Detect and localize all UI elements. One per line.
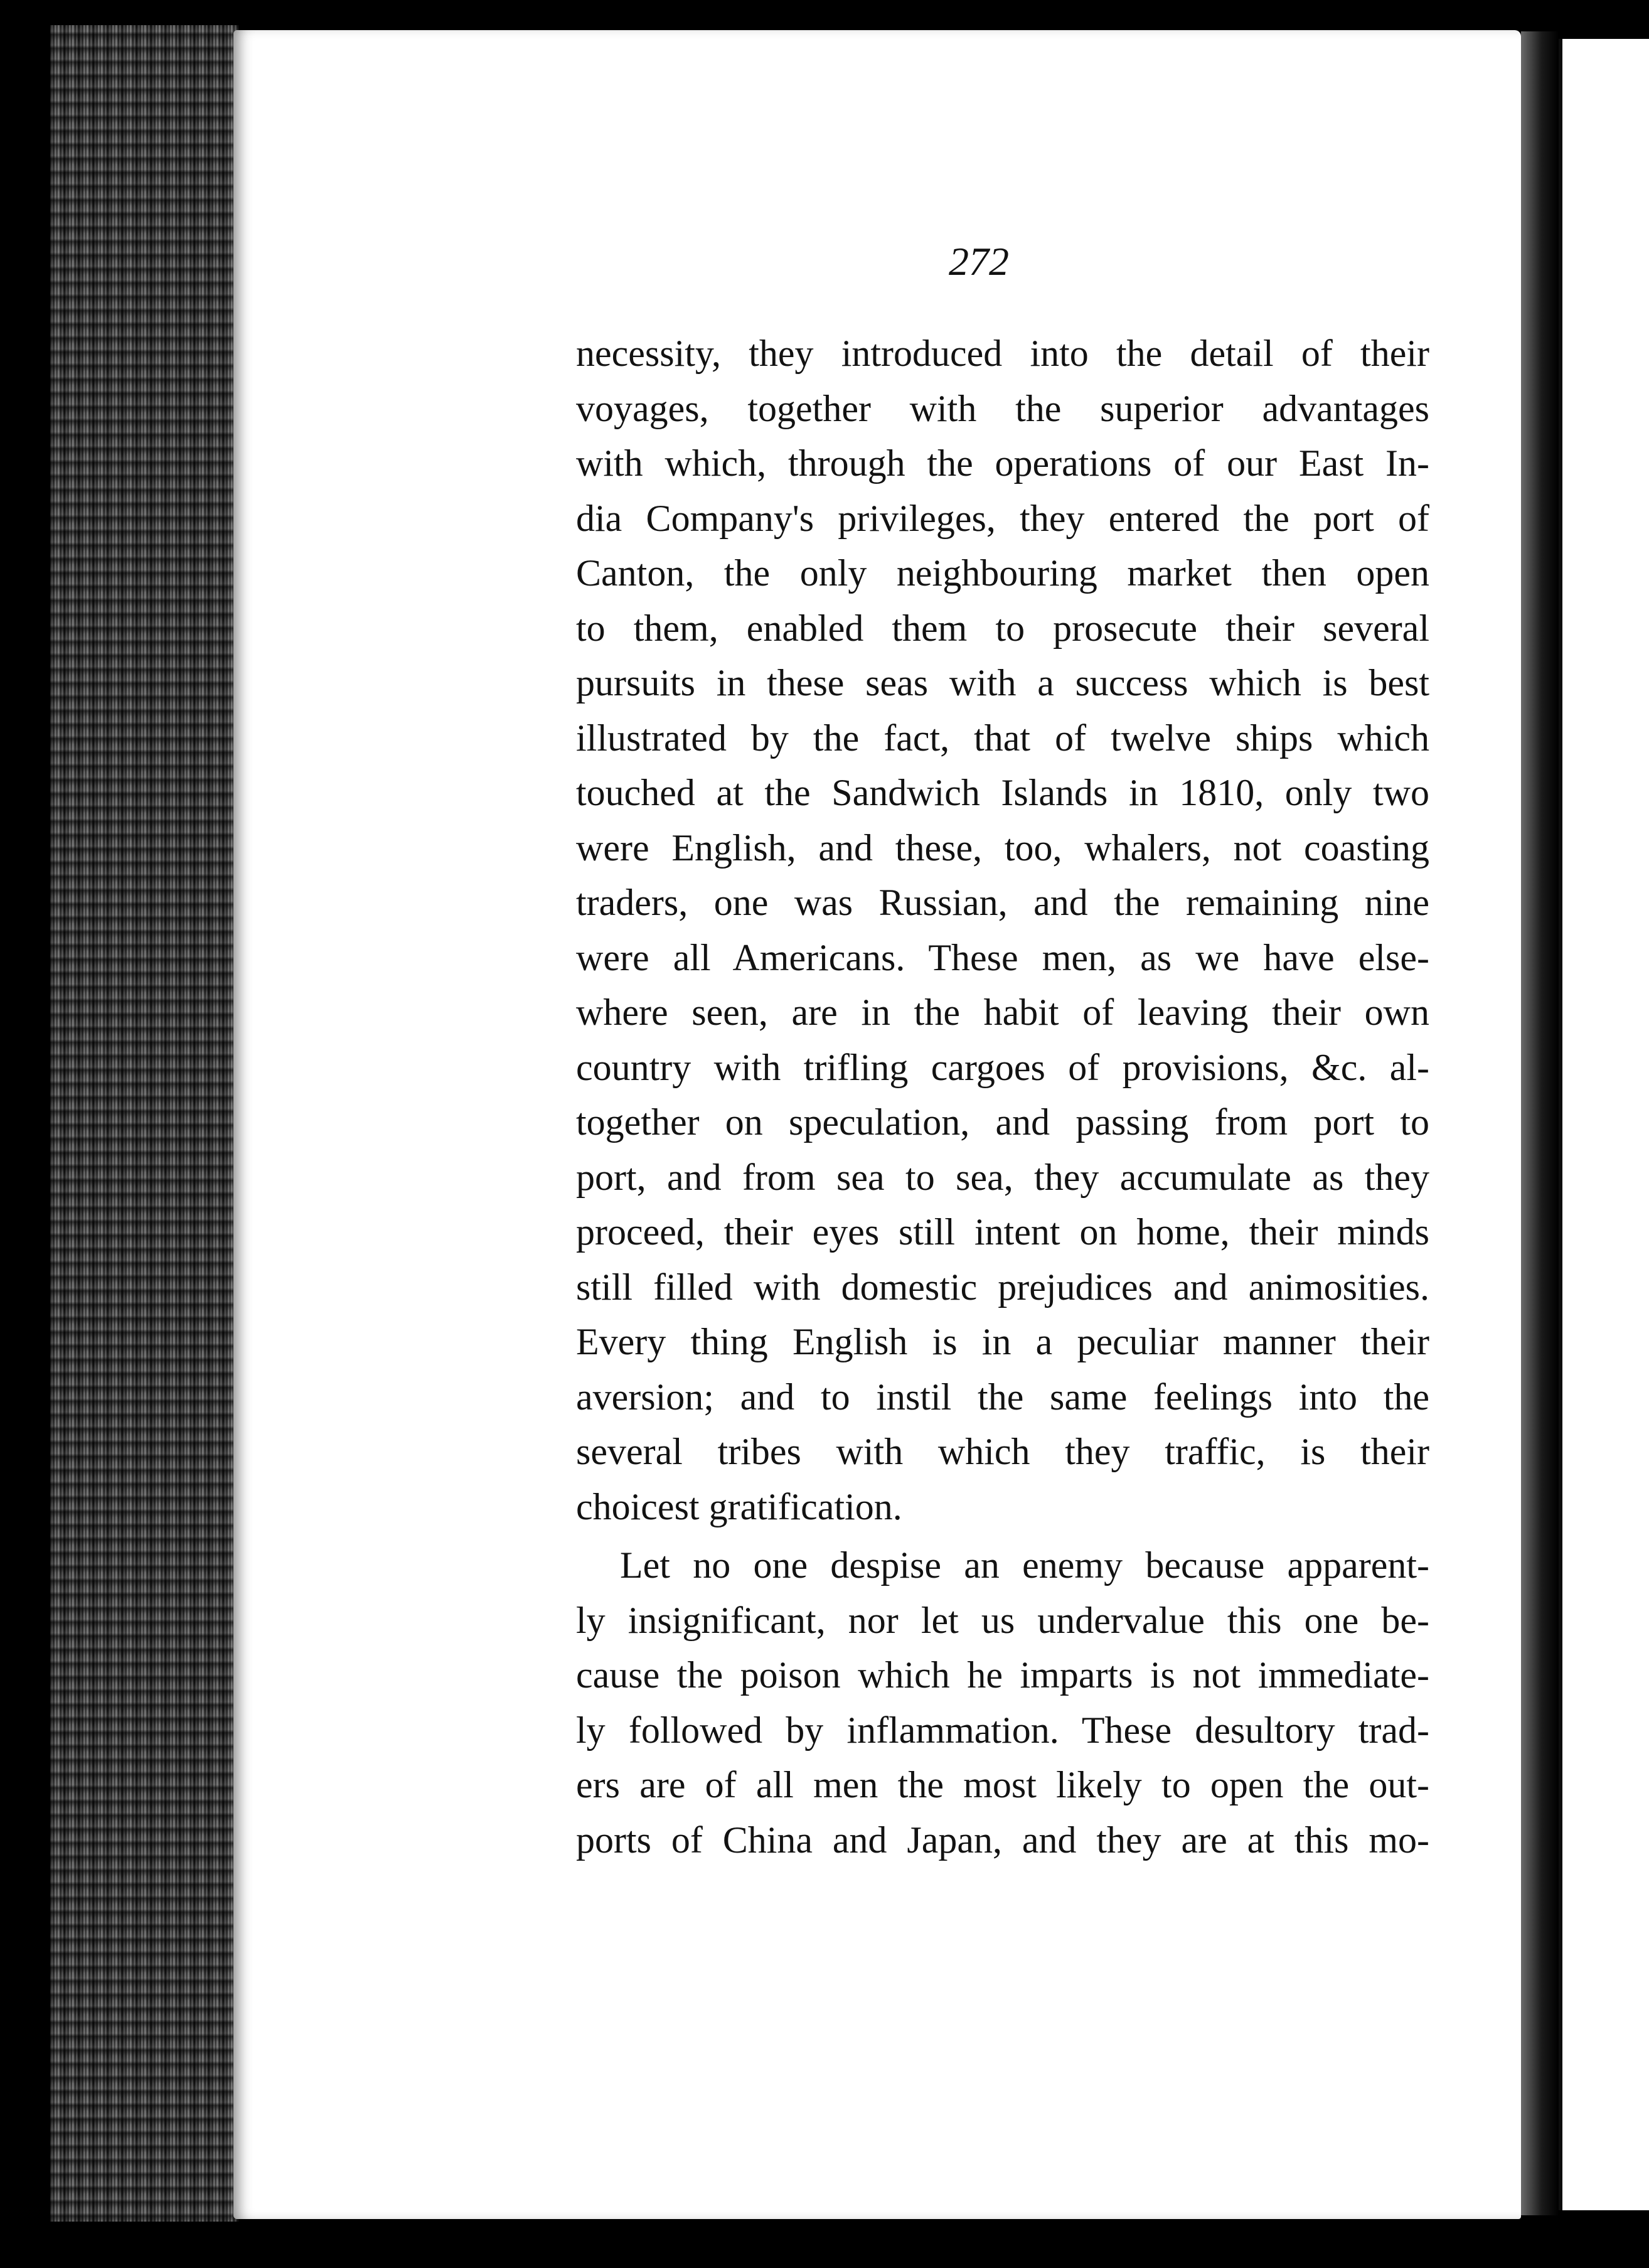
book-gutter-shadow xyxy=(1521,31,1559,2215)
page-edges-stack xyxy=(50,25,238,2222)
text-line: ports of China and Japan, and they are at this mo- xyxy=(576,1819,1429,1861)
body-text xyxy=(576,326,1429,1868)
text-line: several tribes with which they traffic, is their xyxy=(576,1431,1429,1472)
text-line: Let no one despise an enemy because apparent- xyxy=(620,1544,1429,1586)
text-line: Every thing English is in a peculiar manner their xyxy=(576,1321,1429,1362)
text-line: touched at the Sandwich Islands in 1810, only two xyxy=(576,772,1429,813)
text-line: pursuits in these seas with a success which is best xyxy=(576,662,1429,703)
text-line: dia Company's privileges, they entered the port of xyxy=(576,497,1429,539)
text-line: with which, through the operations of our East In- xyxy=(576,442,1429,484)
text-line: where seen, are in the habit of leaving their own xyxy=(576,992,1429,1033)
text-line: cause the poison which he imparts is not immediate- xyxy=(576,1654,1429,1696)
text-line: were all Americans. These men, as we have else- xyxy=(576,936,1429,978)
text-line: to them, enabled them to prosecute their several xyxy=(576,607,1429,649)
text-line: choicest gratification. xyxy=(576,1485,902,1527)
text-line: ly followed by inflammation. These desultory trad- xyxy=(576,1709,1429,1751)
paragraph-2 xyxy=(576,1538,1429,1868)
text-line: still filled with domestic prejudices and animosities. xyxy=(576,1266,1429,1308)
text-line: traders, one was Russian, and the remaining nine xyxy=(576,882,1429,923)
text-line: illustrated by the fact, that of twelve ships which xyxy=(576,717,1429,759)
text-line: necessity, they introduced into the detail of their xyxy=(576,333,1429,374)
page-number: 272 xyxy=(949,239,1009,284)
text-line: Canton, the only neighbouring market then open xyxy=(576,552,1429,594)
text-line: aversion; and to instil the same feelings into the xyxy=(576,1376,1429,1418)
text-line: ly insignificant, nor let us undervalue this one be- xyxy=(576,1599,1429,1641)
text-line: voyages, together with the superior advantages xyxy=(576,387,1429,429)
text-line: were English, and these, too, whalers, not coasting xyxy=(576,826,1429,869)
text-line: ers are of all men the most likely to open the out- xyxy=(576,1764,1429,1805)
text-line: country with trifling cargoes of provisions, &c. al- xyxy=(576,1046,1429,1088)
paragraph-1 xyxy=(576,326,1429,1534)
text-line: proceed, their eyes still intent on home, their minds xyxy=(576,1211,1429,1253)
text-line: together on speculation, and passing from port to xyxy=(576,1101,1429,1143)
facing-page-sliver xyxy=(1559,39,1649,2210)
text-line: port, and from sea to sea, they accumulate as they xyxy=(576,1156,1429,1198)
